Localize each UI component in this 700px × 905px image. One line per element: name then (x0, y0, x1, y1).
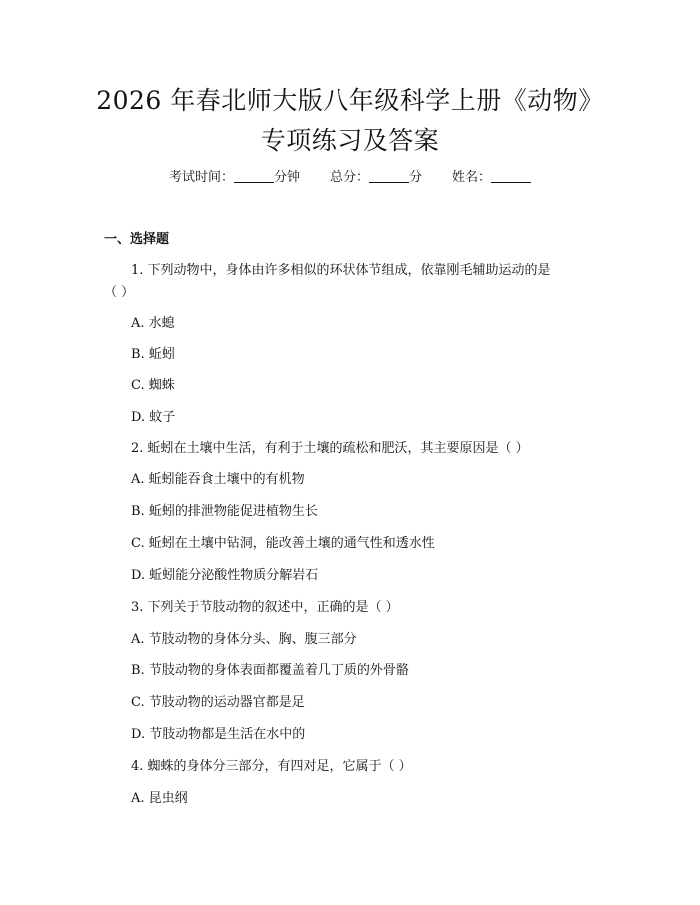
question-1-stem-cont: （ ） (104, 285, 135, 300)
time-blank (234, 168, 274, 183)
document-title-line2: 专项练习及答案 (260, 126, 440, 155)
question-4-stem: 4. 蜘蛛的身体分三部分，有四对足，它属于（ ） (131, 759, 412, 774)
question-1-option-c: C. 蜘蛛 (131, 378, 175, 393)
question-2-option-d: D. 蚯蚓能分泌酸性物质分解岩石 (131, 568, 319, 583)
question-1-option-a: A. 水螅 (131, 316, 175, 331)
name-label: 姓名： (452, 170, 492, 185)
question-3-option-c: C. 节肢动物的运动器官都是足 (131, 695, 305, 710)
question-2-option-b: B. 蚯蚓的排泄物能促进植物生长 (131, 504, 318, 519)
question-3-stem: 3. 下列关于节肢动物的叙述中，正确的是（ ） (131, 600, 399, 615)
score-label: 总分： (329, 170, 369, 185)
question-1-stem: 1. 下列动物中，身体由许多相似的环状体节组成，依靠刚毛辅助运动的是 (131, 263, 551, 278)
time-unit: 分钟 (273, 170, 300, 185)
question-2-option-c: C. 蚯蚓在土壤中钻洞，能改善土壤的通气性和透水性 (131, 536, 435, 551)
score-blank (369, 168, 409, 183)
document-title-line1: 2026 年春北师大版八年级科学上册《动物》 (96, 86, 604, 115)
question-3-option-a: A. 节肢动物的身体分头、胸、腹三部分 (131, 632, 357, 647)
name-blank (491, 168, 531, 183)
question-4-option-a: A. 昆虫纲 (131, 791, 188, 806)
question-1-option-b: B. 蚯蚓 (131, 347, 175, 362)
time-label: 考试时间： (168, 170, 234, 185)
score-unit: 分 (409, 170, 423, 185)
exam-meta (0, 168, 700, 188)
section-title: 一、选择题 (104, 232, 170, 247)
question-1-option-d: D. 蚊子 (131, 410, 176, 425)
question-3-option-d: D. 节肢动物都是生活在水中的 (131, 727, 306, 742)
question-3-option-b: B. 节肢动物的身体表面都覆盖着几丁质的外骨骼 (131, 663, 409, 678)
question-2-stem: 2. 蚯蚓在土壤中生活，有利于土壤的疏松和肥沃，其主要原因是（ ） (131, 441, 529, 456)
question-2-option-a: A. 蚯蚓能吞食土壤中的有机物 (131, 472, 305, 487)
